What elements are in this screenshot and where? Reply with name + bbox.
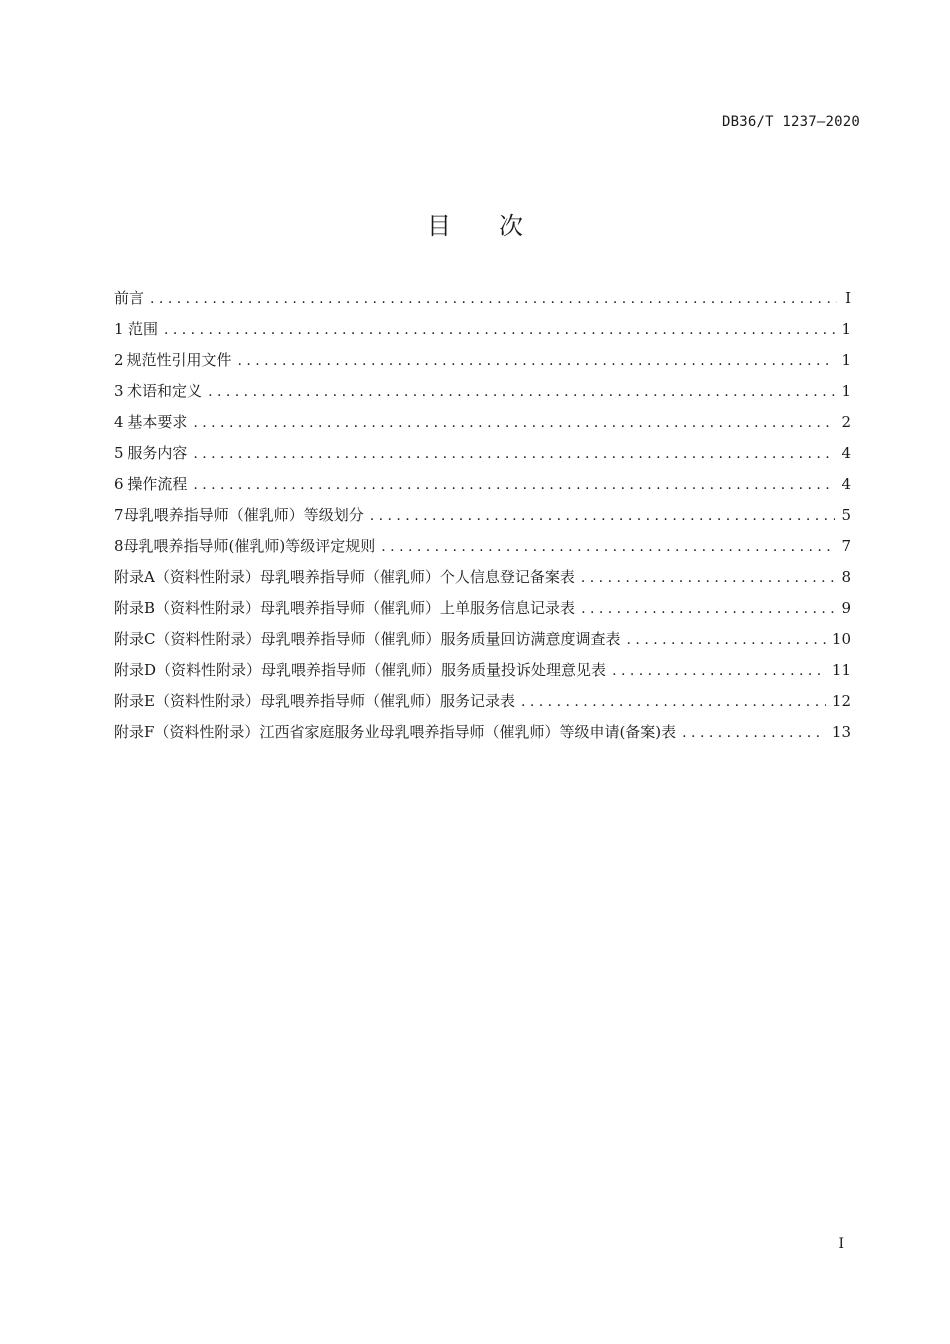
annex-page: 13 <box>831 723 851 741</box>
annex-id: 附录B <box>114 599 156 617</box>
toc-entry-7[interactable] <box>114 503 851 534</box>
toc-entry-number: 2 <box>114 351 124 369</box>
annex-page: 11 <box>831 661 851 679</box>
toc-entry-title: 操作流程 <box>127 475 188 493</box>
annex-type: （资料性附录） <box>154 568 260 586</box>
annex-id: 附录E <box>114 692 155 710</box>
page-number: I <box>838 1236 844 1252</box>
toc-entry-number: 8 <box>114 537 124 555</box>
toc-entry-title: 术语和定义 <box>127 382 203 400</box>
dot-leader <box>193 473 835 497</box>
toc-entry-1[interactable] <box>114 317 851 348</box>
toc-entry-number: 6 <box>114 475 124 493</box>
annex-type: （资料性附录） <box>154 692 260 710</box>
toc-annex-d[interactable] <box>114 658 851 689</box>
annex-page: 10 <box>831 630 851 648</box>
dot-leader <box>370 504 836 528</box>
dot-leader <box>150 287 837 311</box>
dot-leader <box>208 380 835 404</box>
annex-title: 母乳喂养指导师（催乳师）服务质量回访满意度调查表 <box>260 630 621 648</box>
toc-entry-number: 4 <box>114 413 124 431</box>
toc-entry-page: 4 <box>841 444 851 462</box>
toc-entry-page: 7 <box>841 537 851 555</box>
annex-page: 8 <box>841 568 851 586</box>
toc-annex-e[interactable] <box>114 689 851 720</box>
annex-type: （资料性附录） <box>155 599 261 617</box>
toc-heading-char-1: 目 <box>427 212 451 240</box>
dot-leader <box>612 659 826 683</box>
dot-leader <box>521 690 826 714</box>
toc-entry-title: 规范性引用文件 <box>126 351 232 369</box>
toc-annex-c[interactable] <box>114 627 851 658</box>
toc-heading <box>0 206 950 241</box>
document-code: DB36/T 1237—2020 <box>721 114 860 130</box>
dot-leader <box>581 566 836 590</box>
toc-entry-title: 范围 <box>127 320 158 338</box>
toc-entry-2[interactable] <box>114 348 851 379</box>
annex-id: 附录A <box>114 568 155 586</box>
toc-entry-page: 1 <box>841 351 851 369</box>
dot-leader <box>193 442 835 466</box>
annex-page: 12 <box>831 692 851 710</box>
toc-entry-page: 5 <box>841 506 851 524</box>
annex-title: 母乳喂养指导师（催乳师）服务质量投诉处理意见表 <box>261 661 607 679</box>
annex-type: （资料性附录） <box>154 723 260 741</box>
annex-id: 附录F <box>114 723 155 741</box>
annex-id: 附录C <box>114 630 156 648</box>
toc-entry-3[interactable] <box>114 379 851 410</box>
toc-entry-page: 1 <box>841 382 851 400</box>
toc-entry-page: 1 <box>841 320 851 338</box>
toc-entry-title: 服务内容 <box>127 444 188 462</box>
toc-entry-page: I <box>845 289 851 307</box>
annex-title: 母乳喂养指导师（催乳师）上单服务信息记录表 <box>260 599 576 617</box>
toc-entry-title: 母乳喂养指导师(催乳师)等级评定规则 <box>123 537 376 555</box>
toc-entry-foreword[interactable] <box>114 286 851 317</box>
toc-entry-title: 基本要求 <box>127 413 188 431</box>
toc-annex-a[interactable] <box>114 565 851 596</box>
toc-entry-page: 4 <box>841 475 851 493</box>
toc-entry-number: 1 <box>114 320 124 338</box>
dot-leader <box>627 628 826 652</box>
toc-entry-title: 前言 <box>114 289 145 307</box>
dot-leader <box>581 597 835 621</box>
toc-entry-page: 2 <box>841 413 851 431</box>
toc-entry-number: 7 <box>114 506 124 524</box>
annex-id: 附录D <box>114 661 157 679</box>
annex-title: 母乳喂养指导师（催乳师）个人信息登记备案表 <box>259 568 575 586</box>
toc-heading-char-2: 次 <box>499 212 523 240</box>
dot-leader <box>164 318 835 342</box>
toc-entry-4[interactable] <box>114 410 851 441</box>
toc-entry-8[interactable] <box>114 534 851 565</box>
dot-leader <box>682 721 826 745</box>
toc-entry-5[interactable] <box>114 441 851 472</box>
dot-leader <box>381 535 835 559</box>
toc-entry-title: 母乳喂养指导师（催乳师）等级划分 <box>123 506 364 524</box>
toc-entry-6[interactable] <box>114 472 851 503</box>
toc-entry-number: 3 <box>114 382 124 400</box>
dot-leader <box>193 411 835 435</box>
annex-type: （资料性附录） <box>155 630 261 648</box>
annex-title: 江西省家庭服务业母乳喂养指导师（催乳师）等级申请(备案)表 <box>259 723 677 741</box>
annex-page: 9 <box>841 599 851 617</box>
toc-annex-b[interactable] <box>114 596 851 627</box>
annex-type: （资料性附录） <box>156 661 262 679</box>
table-of-contents <box>114 286 851 751</box>
toc-annex-f[interactable] <box>114 720 851 751</box>
toc-entry-number: 5 <box>114 444 124 462</box>
dot-leader <box>237 349 835 373</box>
annex-title: 母乳喂养指导师（催乳师）服务记录表 <box>259 692 515 710</box>
